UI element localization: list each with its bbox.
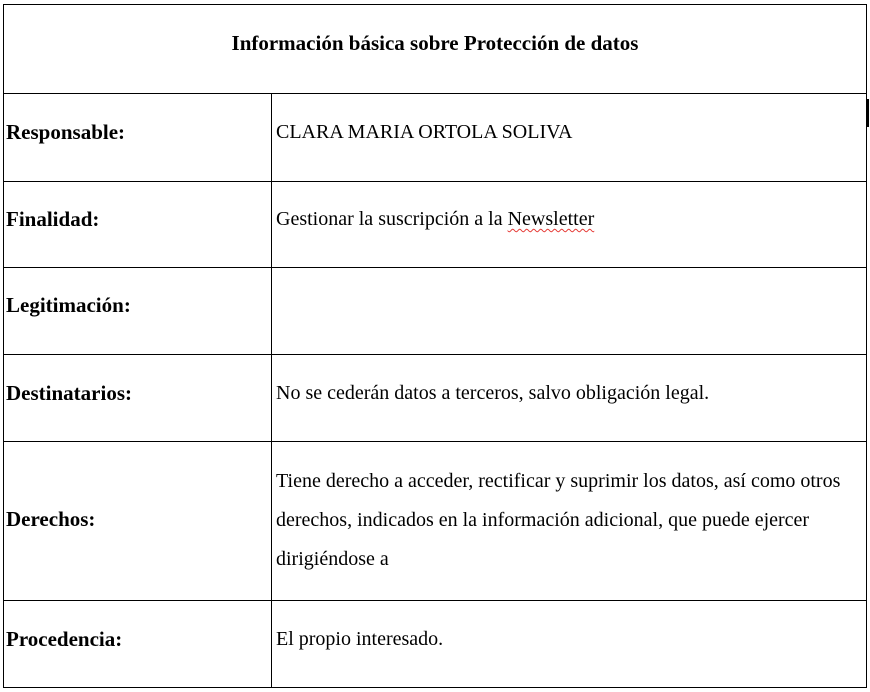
- row-value: [276, 208, 594, 231]
- row-label: Derechos:: [6, 506, 96, 531]
- row-label-cell: [4, 182, 272, 267]
- row-label-cell: [4, 355, 272, 441]
- table-title-row: [4, 5, 867, 94]
- table-row-responsable: [4, 94, 867, 182]
- row-label: Destinatarios:: [6, 380, 132, 405]
- row-value-cell: [272, 94, 867, 181]
- row-value-cell: [272, 268, 867, 354]
- row-value: CLARA MARIA ORTOLA SOLIVA: [276, 121, 573, 143]
- row-value-cell: [272, 442, 867, 600]
- table-row-legitimacion: [4, 268, 867, 355]
- row-value-cell: [272, 355, 867, 441]
- row-value: El propio interesado.: [276, 627, 444, 650]
- row-value: No se cederán datos a terceros, salvo obligación legal.: [276, 381, 710, 404]
- row-label: Finalidad:: [6, 207, 100, 231]
- row-value-cell: [272, 601, 867, 687]
- row-label: Responsable:: [6, 120, 126, 144]
- table-row-finalidad: [4, 182, 867, 268]
- row-label-cell: [4, 94, 272, 181]
- row-label-cell: [4, 601, 272, 687]
- row-value: Tiene derecho a acceder, rectificar y suprimir los datos, así como otros derechos, indicados en la información adicional, que puede ejercer dirigiéndose a: [276, 470, 841, 570]
- text-cursor-mark: [867, 99, 869, 127]
- table-row-destinatarios: [4, 355, 867, 442]
- row-value-cell: [272, 182, 867, 267]
- data-protection-table: [3, 4, 867, 688]
- spellcheck-flagged-word[interactable]: Newsletter: [507, 208, 595, 230]
- row-label: Legitimación:: [6, 292, 131, 317]
- row-label-cell: [4, 442, 272, 600]
- row-value-prefix: Gestionar la suscripción a la: [276, 208, 508, 230]
- row-label-cell: [4, 268, 272, 354]
- table-row-derechos: [4, 442, 867, 601]
- table-title: Información básica sobre Protección de datos: [231, 30, 639, 55]
- row-label: Procedencia:: [6, 626, 123, 651]
- table-row-procedencia: [4, 601, 867, 688]
